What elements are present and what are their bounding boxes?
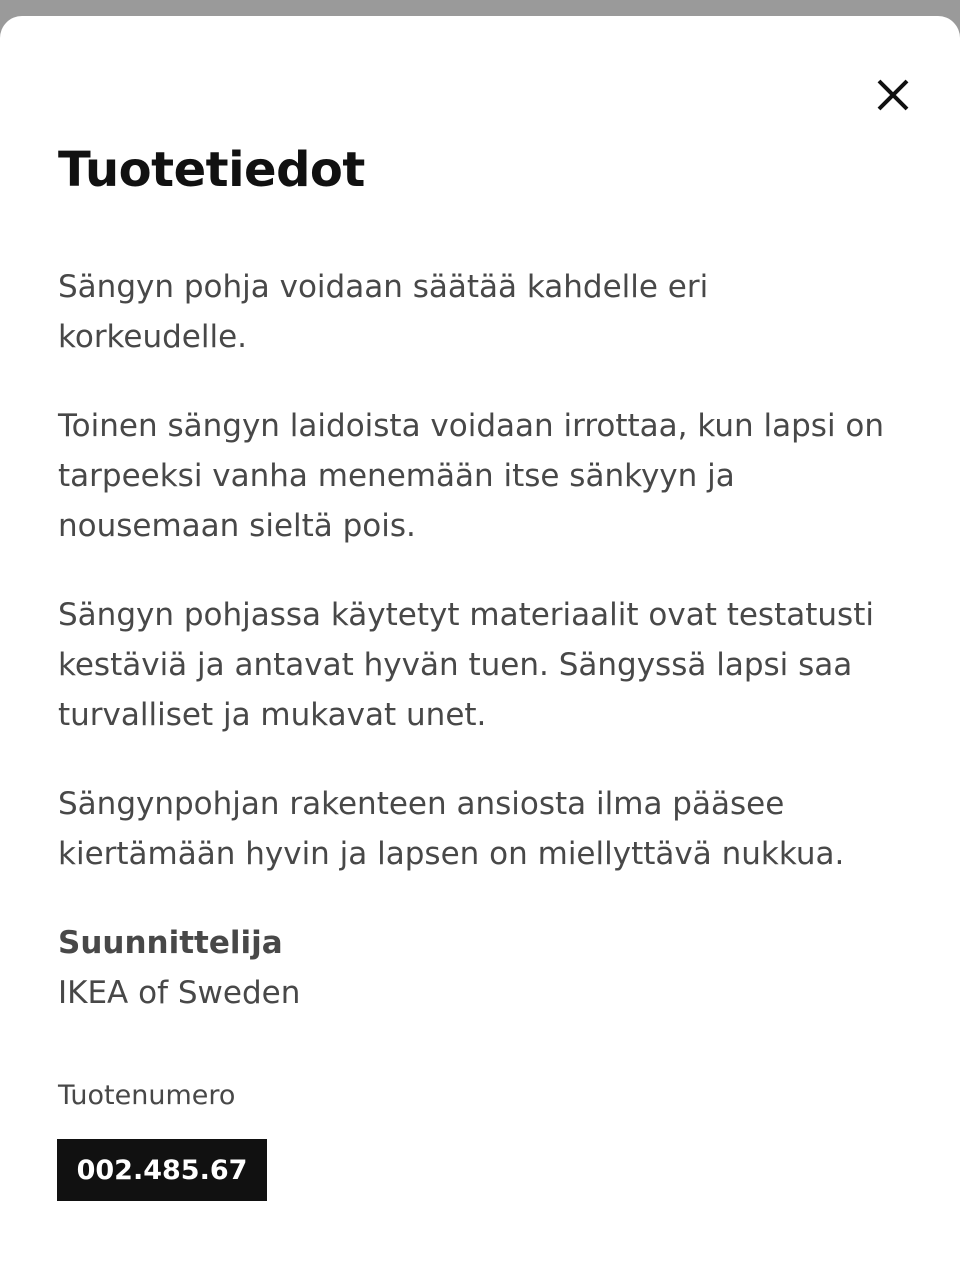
close-button[interactable] [866,68,920,122]
description-paragraph: Sängynpohjan rakenteen ansiosta ilma pääsee kiertämään hyvin ja lapsen on miellyttävä nukkua. [58,786,845,872]
designer-value: IKEA of Sweden [58,975,301,1011]
page-title: Tuotetiedot [58,142,365,198]
description-paragraph: Toinen sängyn laidoista voidaan irrottaa, kun lapsi on tarpeeksi vanha menemään itse sänkyyn ja nousemaan sieltä pois. [58,408,885,544]
product-number-badge: 002.485.67 [57,1139,267,1201]
product-description [58,262,908,1018]
product-number-label: Tuotenumero [58,1080,236,1111]
designer-label: Suunnittelija [58,925,283,961]
close-icon [876,78,910,112]
description-paragraph: Sängyn pohjassa käytetyt materiaalit ovat testatusti kestäviä ja antavat hyvän tuen. Sängyssä lapsi saa turvalliset ja mukavat unet. [58,597,874,733]
description-paragraph: Sängyn pohja voidaan säätää kahdelle eri korkeudelle. [58,269,709,355]
